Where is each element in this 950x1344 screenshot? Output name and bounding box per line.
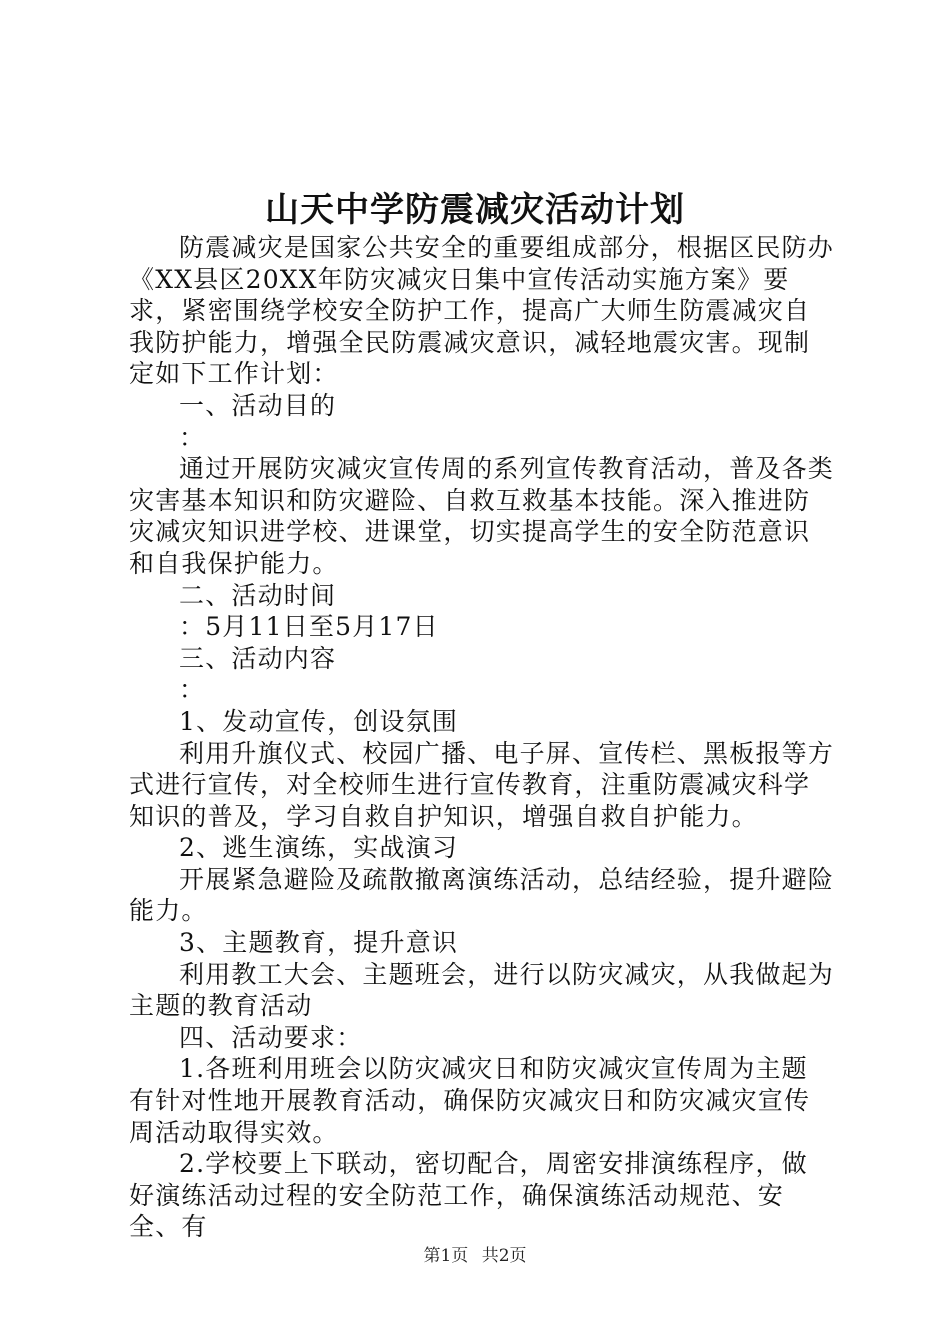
- section-colon: ：: [179, 675, 206, 705]
- theme-education-paragraph: 利用教工大会、主题班会，进行以防灾减灾，从我做起为主题的教育活动: [129, 959, 835, 1021]
- drill-paragraph: 开展紧急避险及疏散撤离演练活动，总结经验，提升避险能力。: [129, 864, 835, 926]
- activity-date-range: ：5月11日至5月17日: [179, 612, 439, 642]
- subheading-drill: 2、逃生演练，实战演习: [179, 833, 459, 863]
- section-heading-time: 二、活动时间: [179, 580, 337, 610]
- document-title: 山天中学防震减灾活动计划: [265, 190, 685, 230]
- subheading-publicity: 1、发动宣传，创设氛围: [179, 706, 459, 736]
- page-total: 共2页: [481, 1246, 527, 1266]
- requirement-item-2: 2.学校要上下联动，密切配合，周密安排演练程序，做好演练活动过程的安全防范工作，确保演练活动规范、安全、有: [129, 1149, 808, 1242]
- publicity-paragraph: 利用升旗仪式、校园广播、电子屏、宣传栏、黑板报等方式进行宣传，对全校师生进行宣传教育，注重防震减灾科学知识的普及，学习自救自护知识，增强自救自护能力。: [129, 738, 835, 831]
- section-heading-requirements: 四、活动要求：: [179, 1022, 363, 1052]
- section-colon: ：: [179, 422, 206, 452]
- document-body: [129, 232, 834, 1243]
- purpose-paragraph: 通过开展防灾减灾宣传周的系列宣传教育活动，普及各类灾害基本知识和防灾避险、自救互救基本技能。深入推进防灾减灾知识进学校、进课堂，切实提高学生的安全防范意识和自我保护能力。: [129, 454, 835, 578]
- requirement-item-1: 1.各班利用班会以防灾减灾日和防灾减灾宣传周为主题有针对性地开展教育活动，确保防灾减灾日和防灾减灾宣传周活动取得实效。: [129, 1054, 811, 1147]
- page-footer: [0, 1244, 950, 1268]
- intro-paragraph: 防震减灾是国家公共安全的重要组成部分，根据区民防办《XX县区20XX年防灾减灾日集中宣传活动实施方案》要求，紧密围绕学校安全防护工作，提高广大师生防震减灾自我防护能力，增强全民防震减灾意识，减轻地震灾害。现制定如下工作计划：: [129, 233, 835, 389]
- section-heading-purpose: 一、活动目的: [179, 390, 337, 420]
- page-number: 第1页: [423, 1246, 469, 1266]
- subheading-theme-education: 3、主题教育，提升意识: [179, 928, 459, 958]
- section-heading-content: 三、活动内容: [179, 643, 337, 673]
